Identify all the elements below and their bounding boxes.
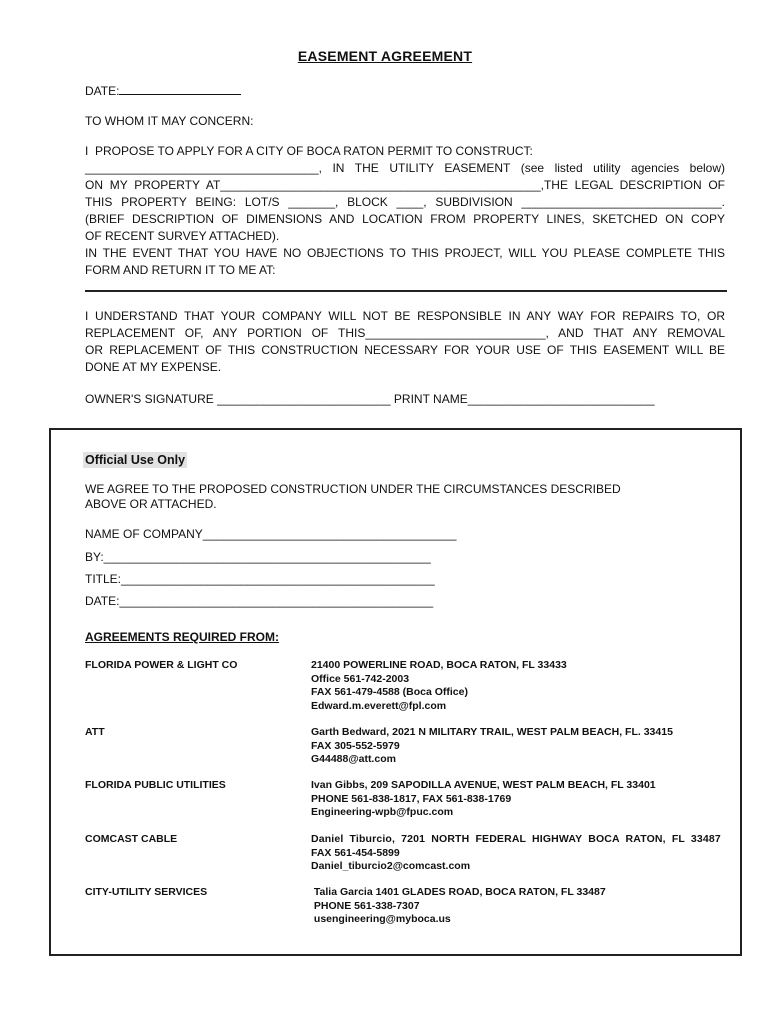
- agency-contact: [311, 833, 737, 874]
- agree-line-2: ABOVE OR ATTACHED.: [85, 497, 217, 511]
- date-label: DATE:: [85, 84, 120, 98]
- recent-survey-line: OF RECENT SURVEY ATTACHED).: [85, 229, 280, 243]
- by-field: BY:_________________________________________________: [85, 550, 431, 564]
- understand-line-1: I UNDERSTAND THAT YOUR COMPANY WILL NOT BE RESPONSIBLE IN ANY WAY FOR REPAIRS TO, OR: [85, 309, 725, 323]
- contact-line: 21400 POWERLINE ROAD, BOCA RATON, FL 33433: [311, 659, 567, 671]
- agency-name: ATT: [85, 726, 105, 738]
- utility-easement-line: ___________________________________, IN THE UTILITY EASEMENT (see listed utility agencies below): [85, 161, 725, 175]
- contact-email: Engineering-wpb@fpuc.com: [311, 806, 454, 818]
- agency-name: FLORIDA PUBLIC UTILITIES: [85, 779, 226, 791]
- official-use-heading: Official Use Only: [85, 453, 186, 467]
- contact-line: PHONE 561-338-7307: [311, 899, 420, 912]
- understand-line-3: OR REPLACEMENT OF THIS CONSTRUCTION NECESSARY FOR YOUR USE OF THIS EASEMENT WILL BE: [85, 343, 725, 357]
- contact-email: Daniel_tiburcio2@comcast.com: [311, 860, 471, 872]
- contact-email: usengineering@myboca.us: [311, 913, 451, 925]
- understand-line-4: DONE AT MY EXPENSE.: [85, 360, 222, 374]
- agree-line-1: WE AGREE TO THE PROPOSED CONSTRUCTION UNDER THE CIRCUMSTANCES DESCRIBED: [85, 482, 621, 496]
- agency-name: FLORIDA POWER & LIGHT CO: [85, 659, 238, 671]
- date-line: [85, 83, 241, 99]
- agency-name: COMCAST CABLE: [85, 833, 178, 845]
- agency-contact: [311, 779, 656, 820]
- contact-line: Ivan Gibbs, 209 SAPODILLA AVENUE, WEST PALM BEACH, FL 33401: [311, 779, 656, 791]
- agency-contact: [311, 886, 606, 927]
- legal-description-line: THIS PROPERTY BEING: LOT/S _______, BLOCK ____, SUBDIVISION ______________________________.: [85, 195, 725, 209]
- official-date-field: DATE:_______________________________________________: [85, 594, 434, 608]
- agency-name: CITY-UTILITY SERVICES: [85, 886, 208, 898]
- property-at-line: ON MY PROPERTY AT________________________________________________,THE LEGAL DESCRIPTION OF: [85, 178, 725, 192]
- brief-description-line: (BRIEF DESCRIPTION OF DIMENSIONS AND LOCATION FROM PROPERTY LINES, SKETCHED ON COPY: [85, 212, 725, 226]
- contact-line: Garth Bedward, 2021 N MILITARY TRAIL, WEST PALM BEACH, FL. 33415: [311, 726, 673, 738]
- agency-contact: [311, 726, 673, 767]
- contact-email: G44488@att.com: [311, 753, 396, 765]
- return-address-rule[interactable]: [85, 290, 727, 292]
- date-blank[interactable]: [119, 83, 241, 95]
- contact-line: Daniel Tiburcio, 7201 NORTH FEDERAL HIGHWAY BOCA RATON, FL 33487: [311, 833, 721, 845]
- contact-line: FAX 561-479-4588 (Boca Office): [311, 686, 468, 698]
- contact-email: Edward.m.everett@fpl.com: [311, 699, 447, 712]
- no-objections-line: IN THE EVENT THAT YOU HAVE NO OBJECTIONS TO THIS PROJECT, WILL YOU PLEASE COMPLETE THIS: [85, 246, 725, 260]
- to-whom-line: TO WHOM IT MAY CONCERN:: [85, 114, 254, 128]
- company-name-field: NAME OF COMPANY______________________________________: [85, 527, 457, 541]
- title-field: TITLE:_______________________________________________: [85, 572, 435, 586]
- contact-line: PHONE 561-838-1817, FAX 561-838-1769: [311, 792, 512, 805]
- owner-signature-line: OWNER'S SIGNATURE __________________________ PRINT NAME____________________________: [85, 392, 655, 406]
- agreements-required-heading: AGREEMENTS REQUIRED FROM:: [85, 630, 280, 644]
- document-title: EASEMENT AGREEMENT: [297, 48, 473, 64]
- return-form-line: FORM AND RETURN IT TO ME AT:: [85, 263, 276, 277]
- agency-contact: [311, 659, 567, 713]
- contact-line: FAX 305-552-5979: [311, 739, 400, 752]
- contact-line: FAX 561-454-5899: [311, 846, 400, 859]
- contact-line: Office 561-742-2003: [311, 672, 410, 685]
- understand-line-2: REPLACEMENT OF, ANY PORTION OF THIS___________________________, AND THAT ANY REMOVAL: [85, 326, 725, 340]
- contact-line: Talia Garcia 1401 GLADES ROAD, BOCA RATON, FL 33487: [311, 886, 606, 898]
- propose-line: I PROPOSE TO APPLY FOR A CITY OF BOCA RATON PERMIT TO CONSTRUCT:: [85, 144, 533, 158]
